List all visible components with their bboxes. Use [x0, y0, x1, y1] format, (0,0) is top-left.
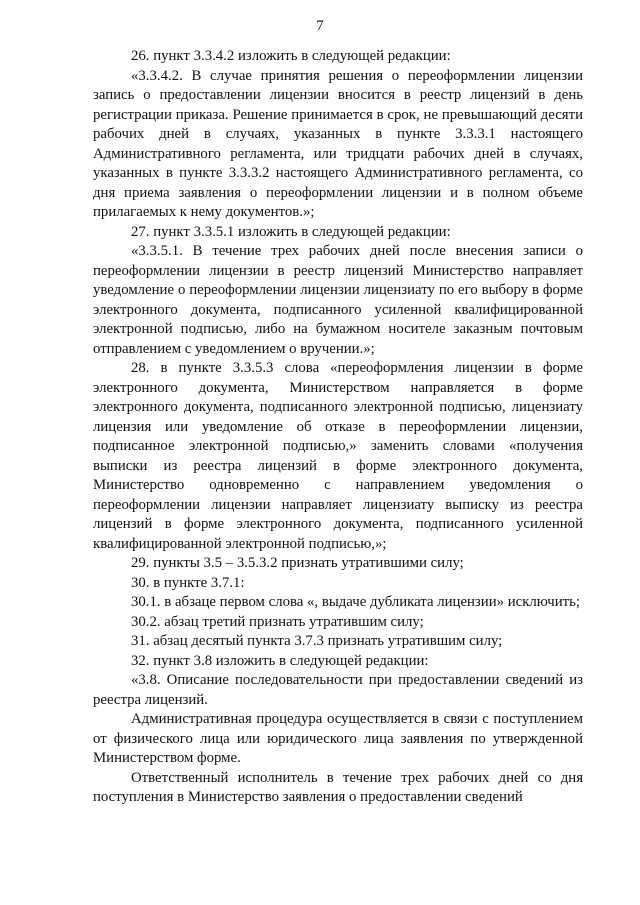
- paragraph-item-28: 28. в пункте 3.3.5.3 слова «переоформления лицензии в форме электронного документа, Министерством направляется в форме электронного документа, подписанного электронной подписью, лицензиату лицензия или уведомление об отказе в переоформлении лицензии, подписанное электронной подписью,» заменить словами «получения выписки из реестра лицензий в форме электронного документа, Министерство одновременно с направлением уведомления о переоформлении лицензии направляет лицензиату выписку из реестра лицензий в форме электронного документа, подписанного усиленной квалифицированной электронной подписью,»;: [93, 360, 583, 552]
- paragraph-quote-3-3-5-1: «3.3.5.1. В течение трех рабочих дней после внесения записи о переоформлении лицензии в реестр лицензий Министерство направляет уведомление о переоформлении лицензии лицензиату по его выбору в форме электронного документа, подписанного усиленной квалифицированной электронной подписью, либо на бумажном носителе заказным почтовым отправлением с уведомлением о вручении.»;: [93, 243, 583, 357]
- paragraph-procedure: Административная процедура осуществляется в связи с поступлением от физического лица или юридического лица заявления по утвержденной Министерством форме.: [93, 711, 583, 766]
- paragraph-item-30-1: 30.1. в абзаце первом слова «, выдаче дубликата лицензии» исключить;: [131, 594, 580, 610]
- paragraph-item-27: 27. пункт 3.3.5.1 изложить в следующей редакции:: [131, 223, 451, 240]
- document-body: [93, 47, 583, 808]
- paragraph-item-26: 26. пункт 3.3.4.2 изложить в следующей редакции:: [131, 48, 451, 64]
- paragraph-item-30: 30. в пункте 3.7.1:: [131, 574, 245, 591]
- paragraph-executor: Ответственный исполнитель в течение трех рабочих дней со дня поступления в Министерство заявления о предоставлении сведений: [93, 769, 583, 805]
- page-number: 7: [316, 18, 324, 34]
- paragraph-quote-3-8: «3.8. Описание последовательности при предоставлении сведений из реестра лицензий.: [93, 672, 583, 708]
- paragraph-item-32: 32. пункт 3.8 изложить в следующей редакции:: [131, 652, 429, 669]
- paragraph-item-30-2: 30.2. абзац третий признать утратившим силу;: [131, 613, 424, 630]
- paragraph-quote-3-3-4-2: «3.3.4.2. В случае принятия решения о переоформлении лицензии запись о предоставлении лицензии вносится в реестр лицензий в день регистрации приказа. Решение принимается в срок, не превышающий десяти рабочих дней в случаях, указанных в пункте 3.3.3.1 настоящего Административного регламента, или тридцати рабочих дней в случаях, указанных в пункте 3.3.3.2 настоящего Административного регламента, со дня приема заявления о переоформлении лицензии и в полном объеме прилагаемых к нему документов.»;: [93, 67, 583, 220]
- paragraph-item-29: 29. пункты 3.5 – 3.5.3.2 признать утратившими силу;: [131, 555, 464, 571]
- paragraph-item-31: 31. абзац десятый пункта 3.7.3 признать утратившим силу;: [131, 633, 503, 649]
